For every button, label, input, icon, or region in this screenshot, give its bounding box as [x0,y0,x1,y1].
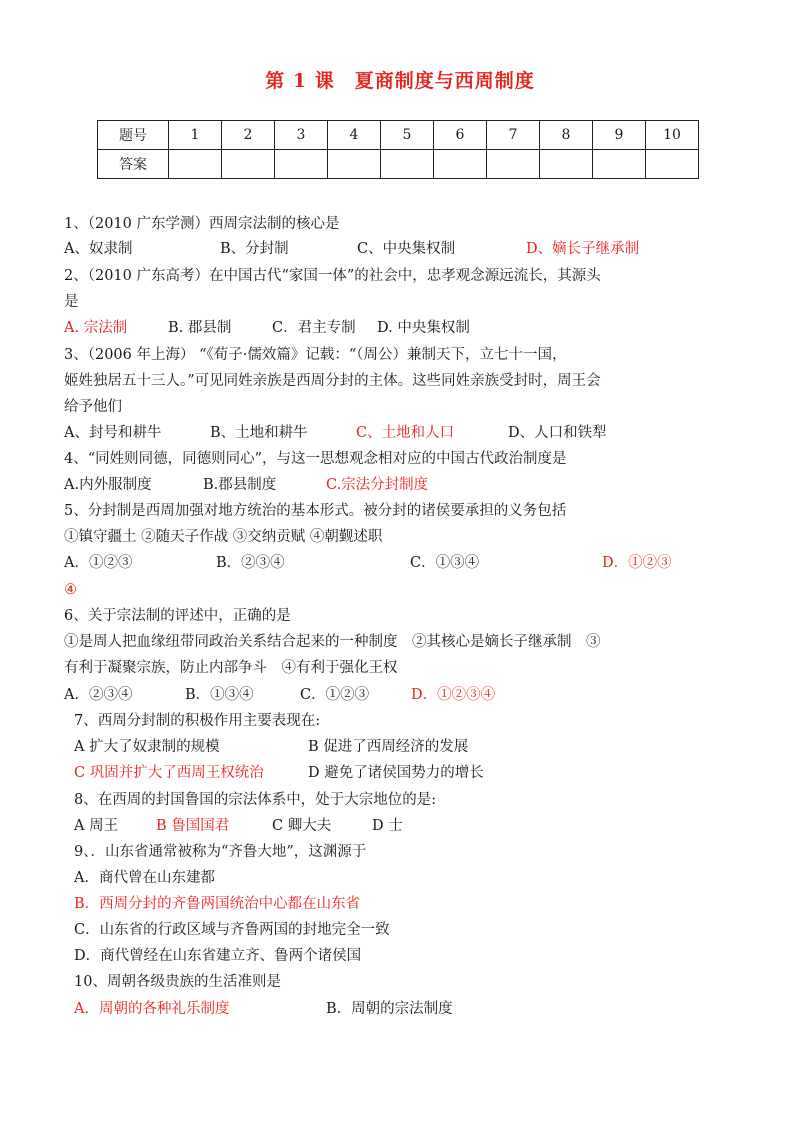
correct-answer: ④ [64,582,77,598]
text-segment: A 周王 [74,818,119,834]
table-row-answers [98,150,699,179]
text-segment: 有利于凝聚宗族，防止内部争斗 ④有利于强化王权 [64,660,398,676]
answer-cell[interactable] [540,150,593,179]
answer-cell[interactable] [381,150,434,179]
text-segment: A．①②③ [64,555,133,571]
answer-cell[interactable] [487,150,540,179]
text-segment: D、人口和铁犁 [508,425,607,441]
text-segment: 1、（2010 广东学测）西周宗法制的核心是 [64,216,340,232]
text-segment: 5、分封制是西周加强对地方统治的基本形式。被分封的诸侯要承担的义务包括 [64,503,567,519]
text-segment: A、奴隶制 [64,241,133,257]
text-segment: C．君主专制 [272,320,356,336]
text-segment: A.内外服制度 [64,477,152,493]
text-segment: C．山东省的行政区域与齐鲁两国的封地完全一致 [74,922,390,938]
text-segment: C、中央集权制 [357,241,456,257]
table-header-label: 题号 [98,121,169,150]
question-number: 6 [434,121,487,150]
page-title: 第 1 课 夏商制度与西周制度 [265,70,535,92]
text-segment: A．②③④ [64,687,133,703]
answer-cell[interactable] [593,150,646,179]
text-segment: D. 中央集权制 [377,320,470,336]
text-segment: 10、周朝各级贵族的生活准则是 [74,974,281,990]
question-number: 10 [646,121,699,150]
correct-answer: B 鲁国国君 [156,818,230,834]
text-segment: D 避免了诸侯国势力的增长 [308,765,484,781]
correct-answer: A. 宗法制 [64,320,128,336]
text-segment: 6、关于宗法制的评述中，正确的是 [64,608,291,624]
text-segment: C．①②③ [300,687,370,703]
text-segment: B、分封制 [220,241,289,257]
question-number: 4 [328,121,381,150]
answer-cell[interactable] [434,150,487,179]
text-segment: B.郡县制度 [203,477,277,493]
text-segment: B. 郡县制 [168,320,232,336]
text-segment: D．商代曾经在山东省建立齐、鲁两个诸侯国 [74,948,362,964]
answer-row-label: 答案 [98,150,169,179]
text-segment: B．①③④ [185,687,254,703]
question-number: 2 [222,121,275,150]
question-number: 9 [593,121,646,150]
text-segment: A．商代曾在山东建都 [74,870,215,886]
text-segment: C 卿大夫 [272,818,332,834]
text-segment: B 促进了西周经济的发展 [308,739,469,755]
text-segment: 2、（2010 广东高考）在中国古代“家国一体”的社会中，忠孝观念源远流长，其源头 [64,268,601,284]
text-segment: 是 [64,294,79,310]
correct-answer: D．①②③④ [411,687,496,703]
answer-cell[interactable] [222,150,275,179]
answer-cell[interactable] [328,150,381,179]
text-segment: ①是周人把血缘纽带同政治关系结合起来的一种制度 ②其核心是嫡长子继承制 ③ [64,634,601,650]
question-number: 3 [275,121,328,150]
correct-answer: A．周朝的各种礼乐制度 [74,1001,230,1017]
correct-answer: B．西周分封的齐鲁两国统治中心都在山东省 [74,896,361,912]
text-segment: B．周朝的宗法制度 [326,1001,453,1017]
answer-cell[interactable] [169,150,222,179]
text-segment: 3、（2006 年上海） “《荀子·儒效篇》记载：“（周公）兼制天下，立七十一国， [64,347,567,363]
correct-answer: C.宗法分封制度 [326,477,429,493]
text-segment: C．①③④ [410,555,480,571]
correct-answer: C、土地和人口 [356,425,455,441]
answer-cell[interactable] [646,150,699,179]
text-segment: B．②③④ [216,555,285,571]
question-number: 8 [540,121,593,150]
text-segment: B、土地和耕牛 [210,425,308,441]
question-number: 5 [381,121,434,150]
text-segment: A、封号和耕牛 [64,425,162,441]
text-segment: 4、“同姓则同德，同德则同心”，与这一思想观念相对应的中国古代政治制度是 [64,451,567,467]
text-segment: 给予他们 [64,399,122,415]
table-row-numbers [98,121,699,150]
text-segment: A 扩大了奴隶制的规模 [74,739,220,755]
answer-cell[interactable] [275,150,328,179]
text-segment: ①镇守疆土 ②随天子作战 ③交纳贡赋 ④朝觐述职 [64,529,383,545]
question-number: 7 [487,121,540,150]
correct-answer: D、嫡长子继承制 [526,241,640,257]
text-segment: 姬姓独居五十三人。”可见同姓亲族是西周分封的主体。这些同姓亲族受封时，周王会 [64,373,601,389]
text-segment: 9、．山东省通常被称为“齐鲁大地”，这渊源于 [74,844,367,860]
question-number: 1 [169,121,222,150]
answer-table [97,120,699,179]
correct-answer: D．①②③ [602,555,672,571]
text-segment: 8、在西周的封国鲁国的宗法体系中，处于大宗地位的是: [74,792,437,808]
text-segment: 7、西周分封制的积极作用主要表现在: [74,713,321,729]
text-segment: D 士 [372,818,403,834]
correct-answer: C 巩固并扩大了西周王权统治 [74,765,264,781]
